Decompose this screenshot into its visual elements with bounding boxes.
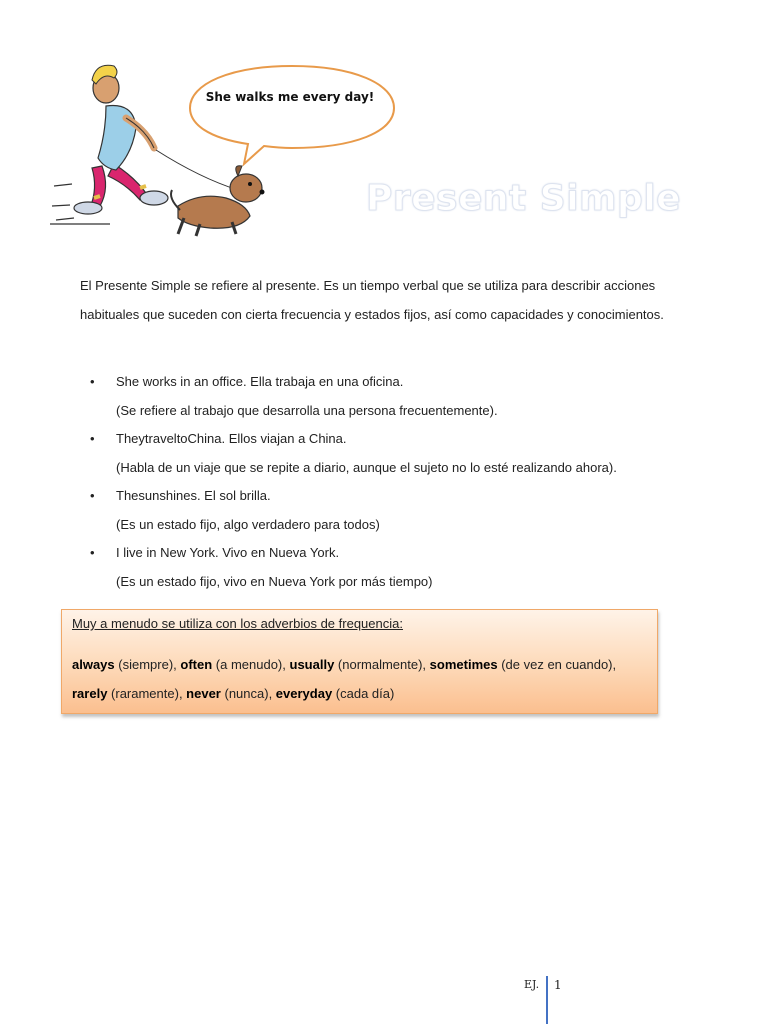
adverb-line-1 [72, 657, 616, 672]
adverb-line-2 [72, 686, 394, 701]
example-sentence: She works in an office. Ella trabaja en una oficina. [116, 374, 404, 389]
bullet-icon: • [90, 488, 95, 503]
example-item [90, 482, 690, 539]
adverb-meaning: (de vez en cuando), [497, 657, 617, 672]
example-explanation: (Es un estado fijo, vivo en Nueva York por más tiempo) [116, 573, 433, 589]
example-sentence: Thesunshines. El sol brilla. [116, 488, 271, 503]
adverb-box-heading: Muy a menudo se utiliza con los adverbios de frequencia: [72, 616, 403, 631]
adverb-word: sometimes [429, 657, 498, 672]
adverb-meaning: (normalmente), [334, 657, 430, 672]
adverb-word: never [186, 686, 221, 701]
footer-divider [546, 976, 548, 1024]
example-sentence: TheytraveltoChina. Ellos viajan a China. [116, 431, 347, 446]
examples-list [90, 368, 690, 596]
adverb-word: always [72, 657, 115, 672]
example-explanation: (Habla de un viaje que se repite a diario, aunque el sujeto no lo esté realizando ahora). [116, 459, 617, 475]
adverb-meaning: (raramente), [107, 686, 187, 701]
example-explanation: (Es un estado fijo, algo verdadero para todos) [116, 516, 380, 532]
footer-label: EJ. [524, 978, 540, 991]
bullet-icon: • [90, 545, 95, 560]
page-number: 1 [554, 978, 562, 992]
example-explanation: (Se refiere al trabajo que desarrolla una persona frecuentemente). [116, 402, 498, 418]
speech-bubble-text: She walks me every day! [205, 90, 375, 104]
page-title: Present Simple [366, 178, 682, 219]
adverb-callout-box [61, 609, 658, 714]
adverb-meaning: (nunca), [220, 686, 276, 701]
example-sentence: I live in New York. Vivo en Nueva York. [116, 545, 340, 560]
adverb-meaning: (a menudo), [212, 657, 290, 672]
example-item [90, 425, 690, 482]
intro-paragraph: El Presente Simple se refiere al presente. Es un tiempo verbal que se utiliza para describir acciones habituales que suceden con cierta frecuencia y estados fijos, así como capacidades y conocimientos. [80, 278, 664, 322]
bullet-icon: • [90, 374, 95, 389]
example-item [90, 539, 690, 596]
adverb-word: rarely [72, 686, 108, 701]
example-item [90, 368, 690, 425]
adverb-word: often [180, 657, 213, 672]
speech-bubble-shape [186, 62, 398, 166]
adverb-meaning: (cada día) [332, 686, 395, 701]
adverb-meaning: (siempre), [114, 657, 181, 672]
adverb-word: everyday [275, 686, 333, 701]
adverb-word: usually [289, 657, 335, 672]
bullet-icon: • [90, 431, 95, 446]
